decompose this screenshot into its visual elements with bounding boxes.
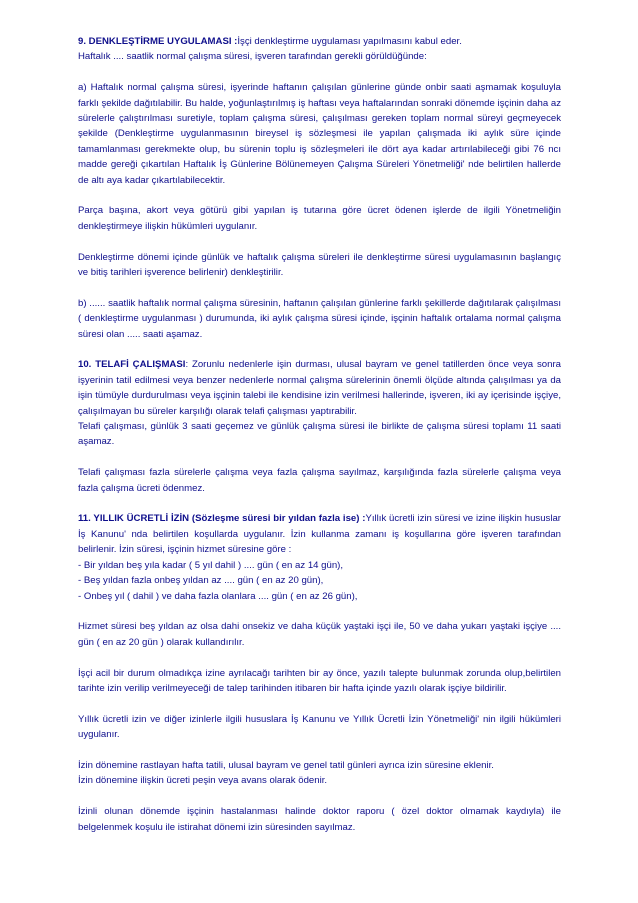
document-page [78,34,561,850]
section-11-paragraph-sickness: İzinli olunan dönemde işçinin hastalanması halinde doktor raporu ( özel doktor olmamak kaydıyla) ile belgelenmek koşulu ile istirahat dönemi izin süresinden sayılmaz. [78,806,561,833]
section-11-paragraph-holidays [78,758,561,789]
section-10-paragraph [78,357,561,419]
section-11-paragraph-service: Hizmet süresi beş yıldan az olsa dahi onsekiz ve daha küçük yaştaki işçi ile, 50 ve daha yukarı yaştaki işçiye .... gün ( en az 20 gün ) olarak kullandırılır. [78,621,561,648]
section-9-paragraph-piecework: Parça başına, akort veya götürü gibi yapılan iş tutarına göre ücret ödenen işlerde de ilgili Yönetmeliğin denkleştirmeye ilişkin hükümleri uygulanır. [78,205,561,232]
section-9-heading-paragraph [78,34,561,65]
section-9-paragraph-b: b) ...... saatlik haftalık normal çalışma süresinin, haftanın çalışılan günlerine farklı şekillerde dağıtılarak çalışılması ( denkleştirme uygulanması ) durumunda, iki aylık çalışma süresi içinde, işçinin haftalık ortalama normal çalışma süresi olan ..... saati aşamaz. [78,297,561,340]
section-10-heading: 10. TELAFİ ÇALIŞMASI [78,359,186,371]
holidays-line: İzin dönemine rastlayan hafta tatili, ulusal bayram ve genel tatil günleri ayrıca izin süresine eklenir. [78,759,494,771]
list-item: - Beş yıldan fazla onbeş yıldan az .... gün ( en az 20 gün), [78,575,324,587]
section-11-paragraph-request: İşçi acil bir durum olmadıkça izine ayrılacağı tarihten bir ay önce, yazılı talepte bulunmak zorunda olup,belirtilen tarihte izin verilip verilmeyeceği de talep tarihinden itibaren bir hafta içinde yazılı olarak işçiye bildirilir. [78,667,561,694]
section-9-paragraph-a [78,80,561,188]
item-a-text: ) Haftalık normal çalışma süresi, işyerinde haftanın çalışılan günlerine günde onbir saati aşmamak koşuluyla farklı şekilde dağıtılabilir. Bu halde, yoğunlaştırılmış iş haftası veya haftalarından sonraki dönemde işçinin daha az sürelerle çalıştırılması suretiyle, toplam çalışma süresi, çalışılması gereken toplam normal süreyi geçmeyecek şekilde (Denkleştirme uygulanmasının bireysel iş sözleşmesi ile yapılan çalışmada iki aylık süre içinde tamamlanması gerekmekte olup, bu sürenin toplu iş sözleşmeleri ile dört aya kadar artırılabileceği gibi 76 ncı madde gereği çıkartılan Haftalık İş Günlerine Bölünemeyen Çalışma Süreleri Yönetmeliği' nde belirtilen hallerde de altı aya kadar çıkartılabilecektir. [78,82,561,186]
list-item: - Bir yıldan beş yıla kadar ( 5 yıl dahil ) .... gün ( en az 14 gün), [78,559,344,571]
section-9-paragraph-period: Denkleştirme dönemi içinde günlük ve haftalık çalışma süreleri ile denkleştirme süresi uygulamasının başlangıç ve bitiş tarihleri işverence belirlenir) denkleştirilir. [78,251,561,279]
section-9-heading-rest: İşçi denkleştirme uygulaması yapılmasını kabul eder. [237,36,462,47]
section-10-text: : Zorunlu nedenlerle işin durması, ulusal bayram ve genel tatillerden önce veya sonra işyerinin tatil edilmesi veya benzer nedenlerle normal çalışma sürelerinin önemli ölçüde altında çalışılması ya da işin tümüyle durdurulması veya işçinin talebi ile kendisine izin verilmesi hallerinde, işveren, iki ay içerisinde işçiye, çalışılmayan bu süreler karşılığı olarak telafi çalışması yaptırabilir. [78,359,561,417]
section-10-paragraph-overtime: Telafi çalışması fazla sürelerle çalışma veya fazla çalışma sayılmaz, karşılığında fazla sürelerle çalışma veya fazla çalışma ücreti ödenmez. [78,467,561,494]
item-a-label: a [78,82,84,94]
section-9-intro: Haftalık .... saatlik normal çalışma süresi, işveren tarafından gerekli görüldüğünde: [78,51,427,63]
section-11-paragraph [78,511,561,557]
section-9-heading: 9. DENKLEŞTİRME UYGULAMASI : [78,36,238,47]
section-11-paragraph-regulation: Yıllık ücretli izin ve diğer izinlerle ilgili hususlara İş Kanunu ve Yıllık Ücretli İzin Yönetmeliği' nin ilgili hükümleri uygulanır. [78,713,561,741]
leave-duration-list [78,558,561,604]
section-11-text: Yıllık ücretli izin süresi ve izine ilişkin hususlar İş Kanunu' nda belirtilen koşullarda uygulanır. İzin kullanma zamanı iş koşullarına göre işveren tarafından belirlenir. İzin süresi, işçinin hizmet süresine göre : [78,513,561,556]
section-11-heading: 11. YILLIK ÜCRETLİ İZİN (Sözleşme süresi bir yıldan fazla ise) : [78,513,366,525]
payment-line: İzin dönemine ilişkin ücreti peşin veya avans olarak ödenir. [78,775,328,787]
list-item: - Onbeş yıl ( dahil ) ve daha fazla olanlara .... gün ( en az 26 gün), [78,590,358,602]
section-10-paragraph-limit: Telafi çalışması, günlük 3 saati geçemez ve günlük çalışma süresi ile birlikte de çalışma süresi toplamı 11 saati aşamaz. [78,421,561,448]
